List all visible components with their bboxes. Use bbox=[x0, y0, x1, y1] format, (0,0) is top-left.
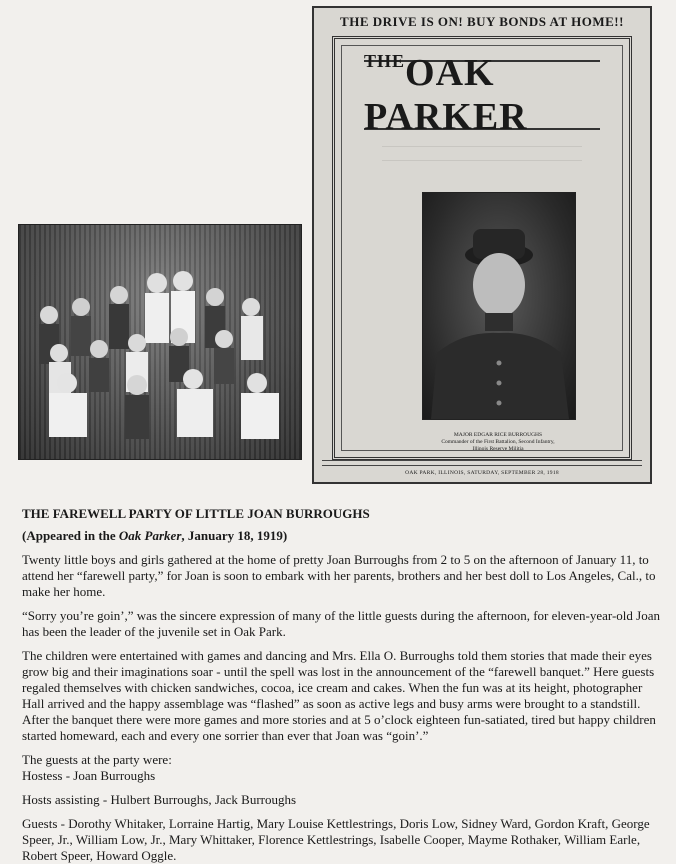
guests-list: Guests - Dorothy Whitaker, Lorraine Hartig, Mary Louise Kettlestrings, Doris Low, Sidney Ward, Gordon Kraft, George Speer, Jr., William Low, Jr., Mary Whittaker, Florence Kettlestrings, Isabelle Cooper, Mayme Rothaker, William Earle, Robert Speer, Howard Oggle. bbox=[22, 816, 650, 863]
portrait-caption: MAJOR EDGAR RICE BURROUGHS Commander of the First Battalion, Second Infantry, Illinois Reserve Militia bbox=[441, 432, 555, 452]
masthead-the: THE bbox=[364, 51, 406, 71]
cover-dateline: OAK PARK, ILLINOIS, SATURDAY, SEPTEMBER 28, 1918 bbox=[405, 470, 559, 476]
publication-note: (Appeared in the Oak Parker, January 18, 1919) bbox=[22, 528, 288, 543]
cover-frame bbox=[332, 36, 632, 460]
magazine-cover bbox=[312, 6, 652, 484]
cover-headline: THE DRIVE IS ON! BUY BONDS AT HOME!! bbox=[340, 14, 624, 29]
paragraph-2: “Sorry you’re goin’,” was the sincere expression of many of the little guests during the afternoon, for eleven-year-old Joan has been the leader of the juvenile set in Oak Park. bbox=[22, 608, 660, 639]
masthead bbox=[364, 51, 600, 138]
paragraph-3: The children were entertained with games and dancing and Mrs. Ella O. Burroughs told them stories that made their eyes grow big and their imaginations soar - until the spell was lost in the announcement of the “farewell banquet.” Here guests regaled themselves with chicken sandwiches, cocoa, ice cream and cakes. When the fun was at its height, photographer Hall arrived and the happy assemblage was “flashed” as soon as active legs and busy arms were brought to a standstill. After the banquet there were more games and more stories and at 5 o’clock eighteen fun-satiated, tired but happy children started homeward, each and every one sorrier than ever that Joan was “goin’.” bbox=[22, 648, 656, 743]
hosts-line: Hosts assisting - Hulbert Burroughs, Jack Burroughs bbox=[22, 792, 297, 807]
masthead-title: OAK PARKER bbox=[364, 52, 528, 138]
guests-intro: The guests at the party were: bbox=[22, 752, 172, 767]
paragraph-1: Twenty little boys and girls gathered at the home of pretty Joan Burroughs from 2 to 5 on the afternoon of January 11, to attend her “farewell party,” for Joan is soon to embark with her parents, brothers and her best doll to Los Angeles, Cal., to make her home. bbox=[22, 552, 656, 599]
portrait-photo bbox=[422, 192, 576, 420]
hostess-line: Hostess - Joan Burroughs bbox=[22, 768, 156, 783]
group-photo bbox=[18, 224, 302, 460]
article-title: THE FAREWELL PARTY OF LITTLE JOAN BURROUGHS bbox=[22, 506, 370, 521]
children-figures bbox=[19, 225, 301, 459]
cover-stripe bbox=[322, 460, 642, 466]
article bbox=[22, 506, 660, 864]
officer-figure bbox=[423, 193, 575, 419]
